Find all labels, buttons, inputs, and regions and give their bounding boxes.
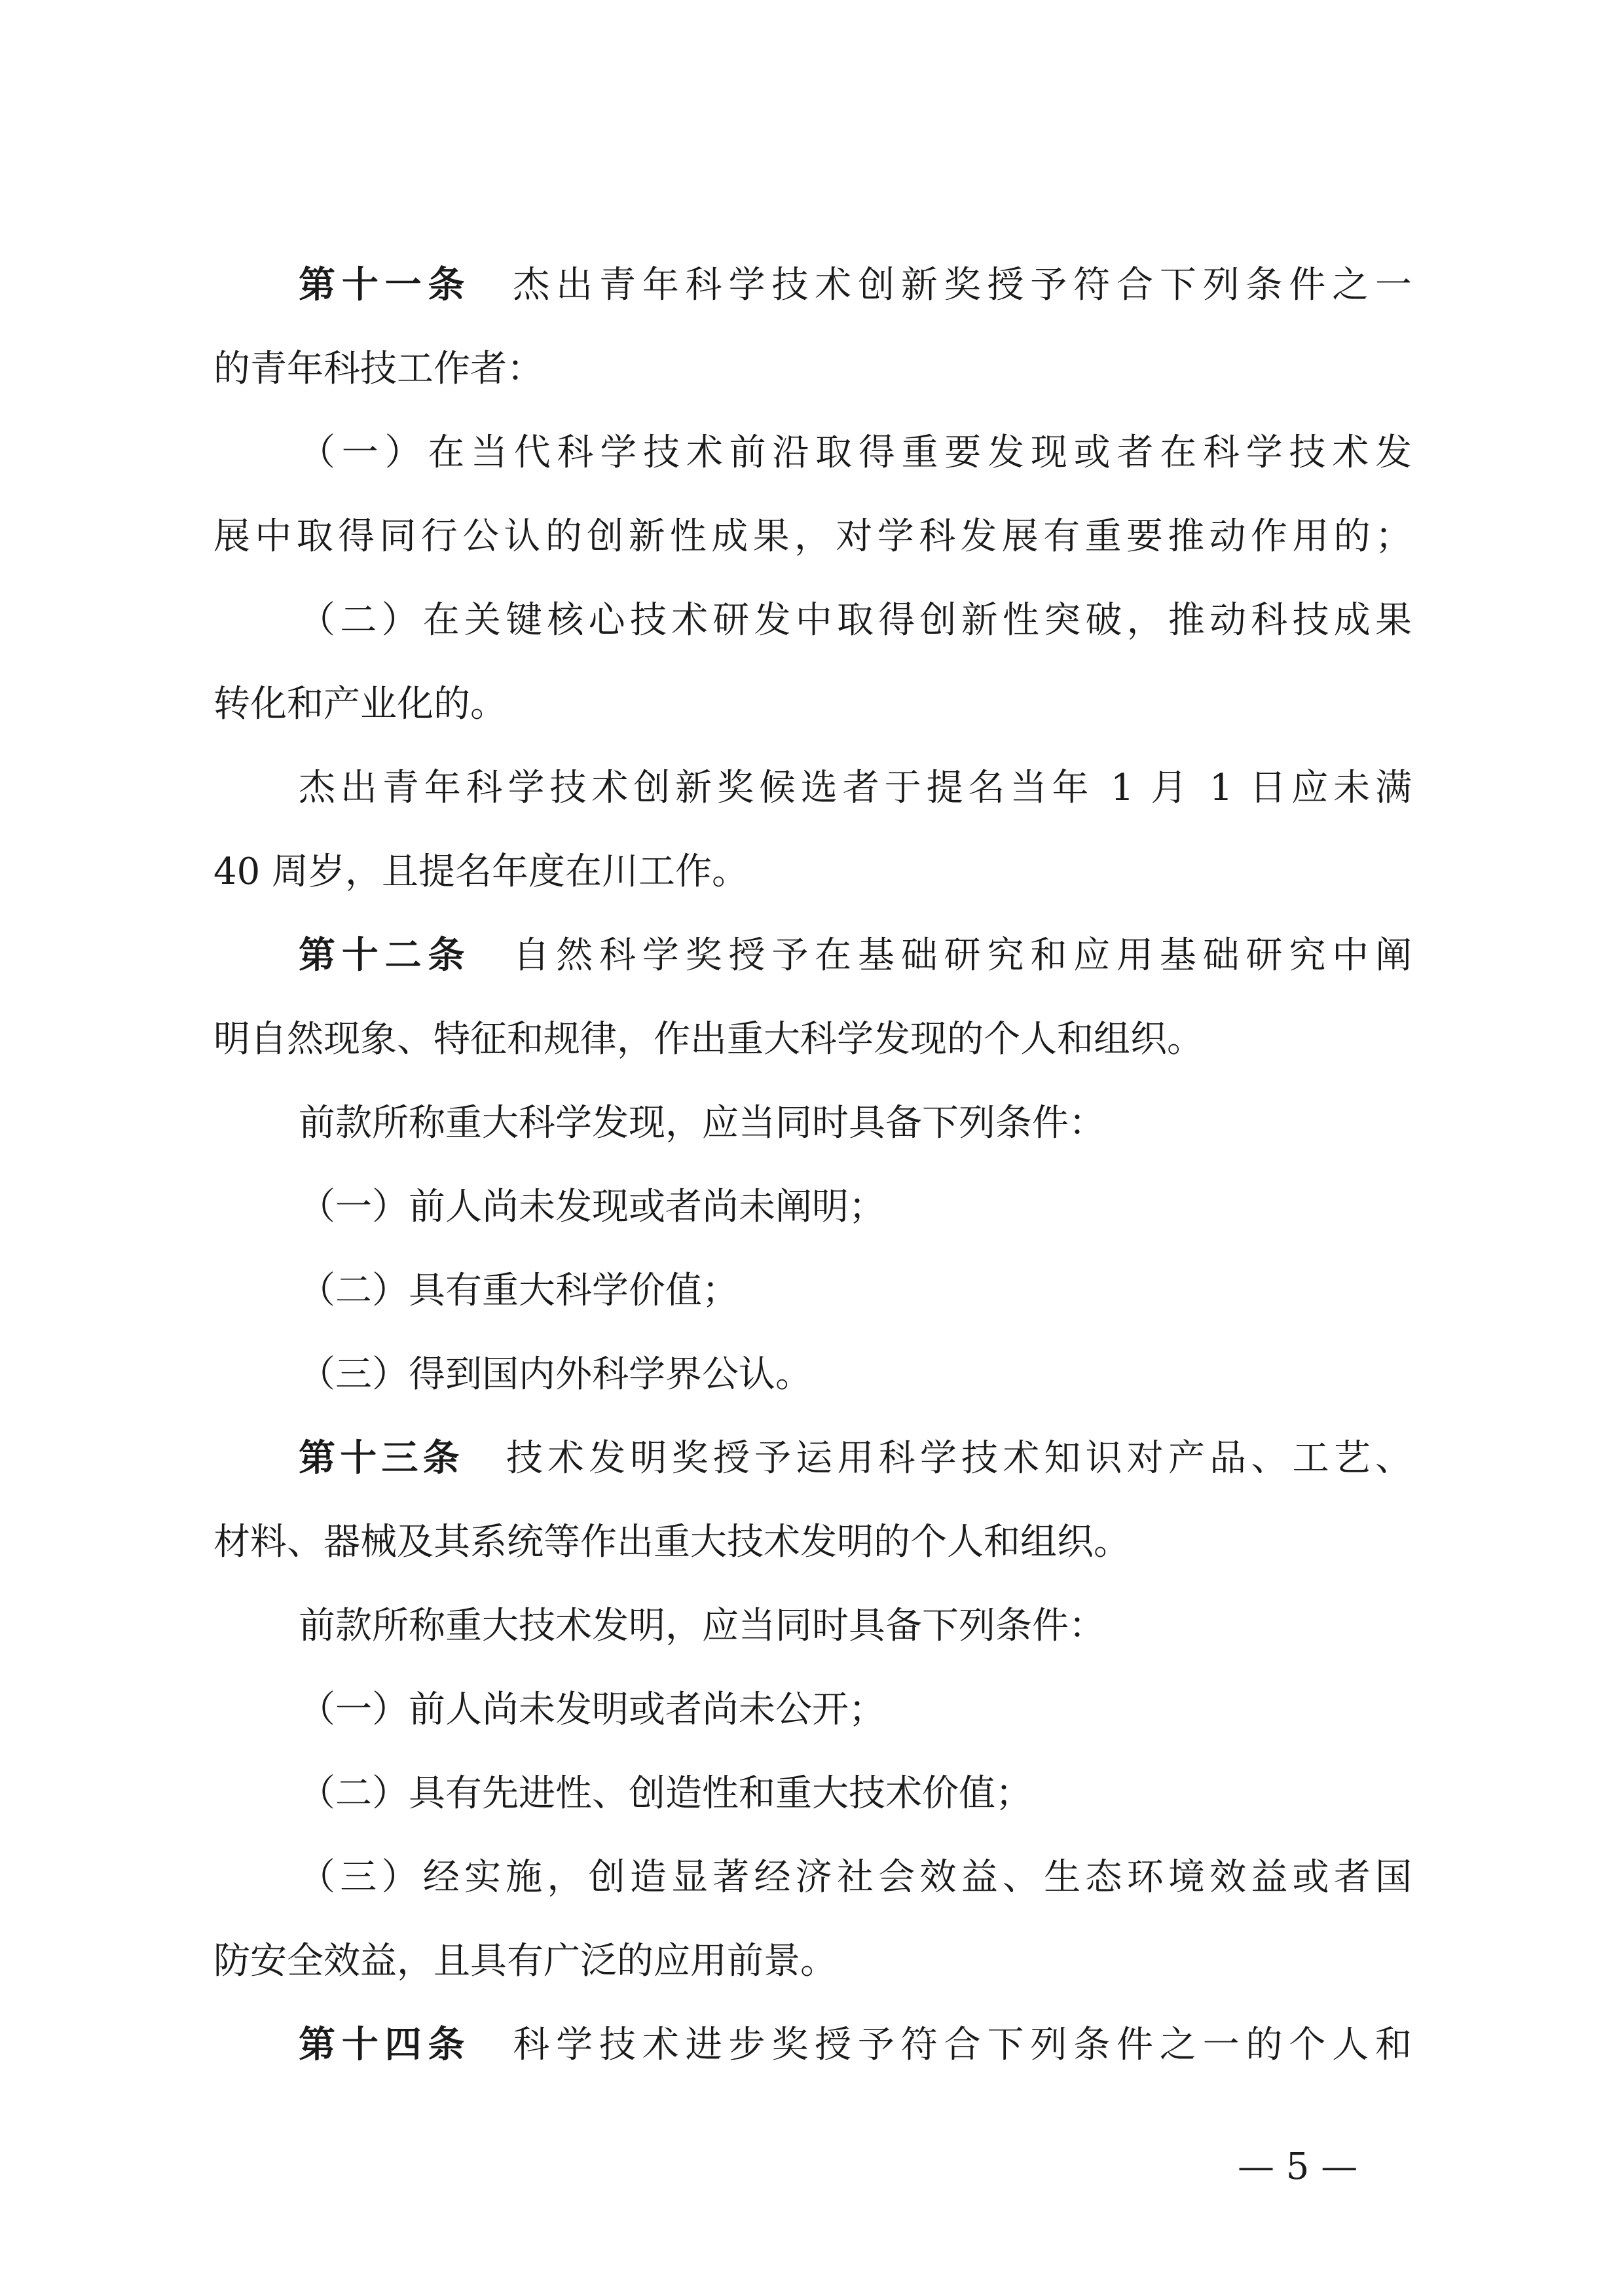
article-14-line-1: [213, 2003, 1412, 2087]
page-number: — 5 —: [1238, 2145, 1358, 2188]
article-13-number: 第十三条: [299, 1437, 464, 1480]
body-text: [213, 244, 1412, 2087]
article-13-item-1: （一）前人尚未发明或者尚未公开；: [299, 1688, 885, 1731]
article-12-item-1: （一）前人尚未发现或者尚未阐明；: [299, 1186, 885, 1228]
article-12-item-2: （二）具有重大科学价值；: [299, 1269, 739, 1312]
article-11-item-2-line-2: 转化和产业化的。: [213, 683, 507, 725]
article-11-line-1: [213, 244, 1412, 327]
article-11-text: 杰出青年科学技术创新奖授予符合下列条件之一: [513, 264, 1412, 306]
article-11-number: 第十一条: [299, 264, 471, 306]
article-13-text: 技术发明奖授予运用科学技术知识对产品、工艺、: [506, 1437, 1412, 1480]
article-13-item-3-line-2: 防安全效益，且具有广泛的应用前景。: [213, 1940, 837, 1982]
article-11-item-1-line-2: 展中取得同行公认的创新性成果，对学科发展有重要推动作用的；: [213, 515, 1412, 558]
article-12-line-1: [213, 914, 1412, 998]
article-13-line-2: 材料、器械及其系统等作出重大技术发明的个人和组织。: [213, 1521, 1130, 1563]
article-12-para-2: 前款所称重大科学发现，应当同时具备下列条件：: [299, 1102, 1105, 1144]
article-13-line-1: [213, 1417, 1412, 1501]
article-11-item-2-line-1: （二）在关键核心技术研发中取得创新性突破，推动科技成果: [299, 599, 1412, 642]
article-11-para-2-line-2: 40 周岁，且提名年度在川工作。: [213, 850, 749, 893]
article-12-number: 第十二条: [299, 934, 471, 977]
article-13-item-2: （二）具有先进性、创造性和重大技术价值；: [299, 1772, 1032, 1815]
article-12-text: 自然科学奖授予在基础研究和应用基础研究中阐: [513, 934, 1412, 977]
article-12-item-3: （三）得到国内外科学界公认。: [299, 1353, 812, 1396]
article-14-number: 第十四条: [299, 2024, 471, 2066]
article-11-line-2: 的青年科技工作者：: [213, 348, 544, 390]
article-11-para-2-line-1: 杰出青年科学技术创新奖候选者于提名当年 1 月 1 日应未满: [299, 767, 1412, 809]
article-12-line-2: 明自然现象、特征和规律，作出重大科学发现的个人和组织。: [213, 1018, 1204, 1061]
article-13-item-3-line-1: （三）经实施，创造显著经济社会效益、生态环境效益或者国: [299, 1856, 1412, 1899]
article-13-para-2: 前款所称重大技术发明，应当同时具备下列条件：: [299, 1605, 1105, 1647]
article-11-item-1-line-1: （一）在当代科学技术前沿取得重要发现或者在科学技术发: [299, 431, 1412, 474]
article-14-text: 科学技术进步奖授予符合下列条件之一的个人和: [513, 2024, 1412, 2066]
